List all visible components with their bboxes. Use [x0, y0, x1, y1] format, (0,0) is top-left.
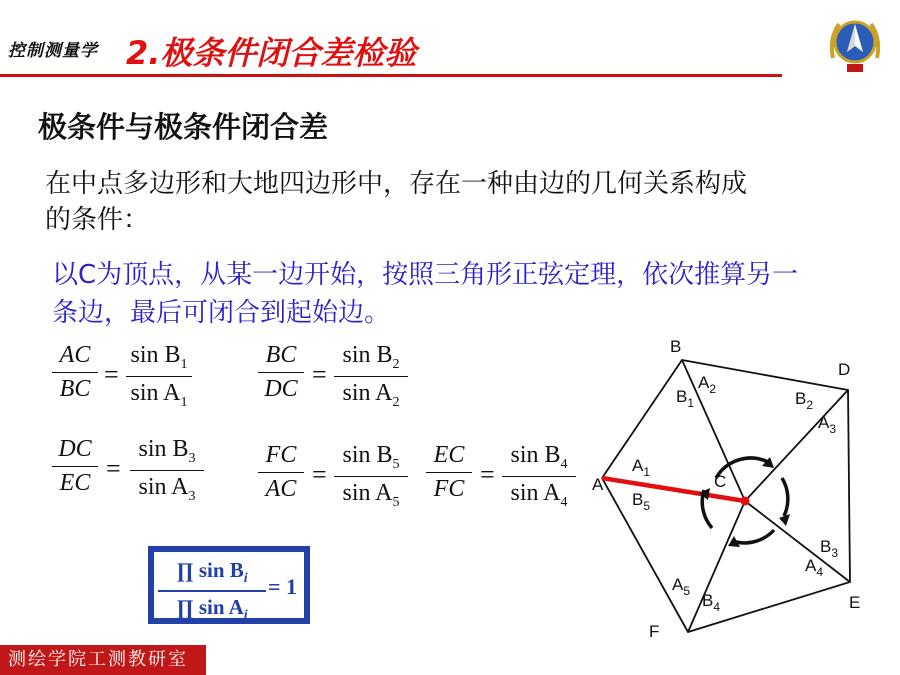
rotation-arc-right: [782, 478, 788, 516]
formula-5-rhs-num: sin B: [510, 442, 561, 468]
formula-2-rhs-den-sub: 2: [392, 394, 400, 410]
university-emblem-icon: [825, 8, 885, 78]
angle-label-a5: $A_5$: [672, 575, 691, 598]
rotation-arc-bottom: [736, 530, 774, 543]
angle-label-b3: $B_3$: [820, 537, 839, 560]
product-formula-box: [148, 546, 310, 624]
formula-5-lhs-den: FC: [433, 476, 465, 502]
formula-1-rhs-num: sin B: [130, 342, 181, 368]
angle-label-b2: $B_2$: [795, 389, 814, 412]
angle-label-a2: $A_2$: [698, 373, 717, 396]
product-formula-den-sub: i: [243, 608, 248, 624]
title-divider: [0, 74, 782, 77]
formula-5-rhs-den: sin A: [510, 479, 561, 506]
formula-4-lhs-num: FC: [265, 442, 297, 468]
formula-4-rhs-num-sub: 5: [392, 456, 400, 472]
formula-4-rhs-den-sub: 5: [392, 494, 400, 510]
center-point-c: [741, 497, 750, 506]
formula-1-lhs-num: AC: [59, 342, 91, 368]
formula-3-lhs-den: EC: [59, 470, 91, 496]
formula-4-rhs-den: sin A: [342, 479, 393, 506]
highlight-text: 以C为顶点，从某一边开始，按照三角形正弦定理，依次推算另一条边，最后可闭合到起始边。: [52, 260, 799, 328]
product-formula-num-sub: i: [243, 571, 248, 587]
formula-1-rhs-den-sub: 1: [180, 394, 188, 410]
product-formula-rhs: = 1: [268, 574, 298, 599]
course-name: 控制测量学: [8, 41, 98, 61]
vertex-label-f: F: [649, 622, 660, 640]
formula-3-lhs-num: DC: [58, 436, 92, 462]
formula-2-rhs-num-sub: 2: [392, 356, 400, 372]
spoke-ce: [745, 501, 850, 582]
angle-label-b1: $B_1$: [676, 387, 695, 410]
formula-3-rhs-num: sin B: [138, 436, 189, 462]
angle-label-a3: $A_3$: [818, 413, 837, 436]
formula-2-rhs-den: sin A: [342, 379, 393, 406]
formula-2-rhs-num: sin B: [342, 342, 393, 368]
angle-label-a1: $A_1$: [632, 456, 651, 479]
central-polygon-figure: [588, 330, 878, 640]
vertex-label-a: A: [592, 475, 604, 494]
formula-1-lhs-den: BC: [59, 376, 91, 402]
formula-5-lhs-num: EC: [433, 442, 465, 468]
formula-4-rhs-num: sin B: [342, 442, 393, 468]
vertex-label-e: E: [849, 593, 861, 612]
product-formula-den: ∏ sin A: [176, 595, 244, 620]
footer-department: 测绘学院工测教研室: [0, 645, 206, 675]
formula-3-rhs-num-sub: 3: [188, 450, 196, 466]
angle-label-b4: $B_4$: [702, 591, 721, 614]
vertex-label-d: D: [838, 360, 851, 379]
formula-1-rhs-den: sin A: [130, 379, 181, 406]
formula-5-rhs-num-sub: 4: [560, 456, 568, 472]
formula-2-lhs-den: DC: [264, 376, 298, 402]
angle-label-b5: $B_5$: [632, 490, 651, 513]
formula-5-rhs-den-sub: 4: [560, 494, 568, 510]
slide-title: 2.极条件闭合差检验: [126, 34, 417, 72]
product-formula-num: ∏ sin B: [176, 558, 244, 582]
section-heading: 极条件与极条件闭合差: [38, 110, 329, 144]
intro-text: 在中点多边形和大地四边形中，存在一种由边的几何关系构成的条件：: [45, 169, 748, 235]
vertex-label-c: C: [714, 472, 727, 491]
formula-2-lhs-num: BC: [265, 342, 297, 368]
formula-3-rhs-den-sub: 3: [188, 488, 196, 504]
vertex-label-b: B: [670, 337, 682, 356]
angle-label-a4: $A_4$: [805, 556, 824, 579]
formula-1-rhs-num-sub: 1: [180, 356, 188, 372]
formula-3-rhs-den: sin A: [138, 473, 189, 500]
formula-4-lhs-den: AC: [265, 476, 297, 502]
